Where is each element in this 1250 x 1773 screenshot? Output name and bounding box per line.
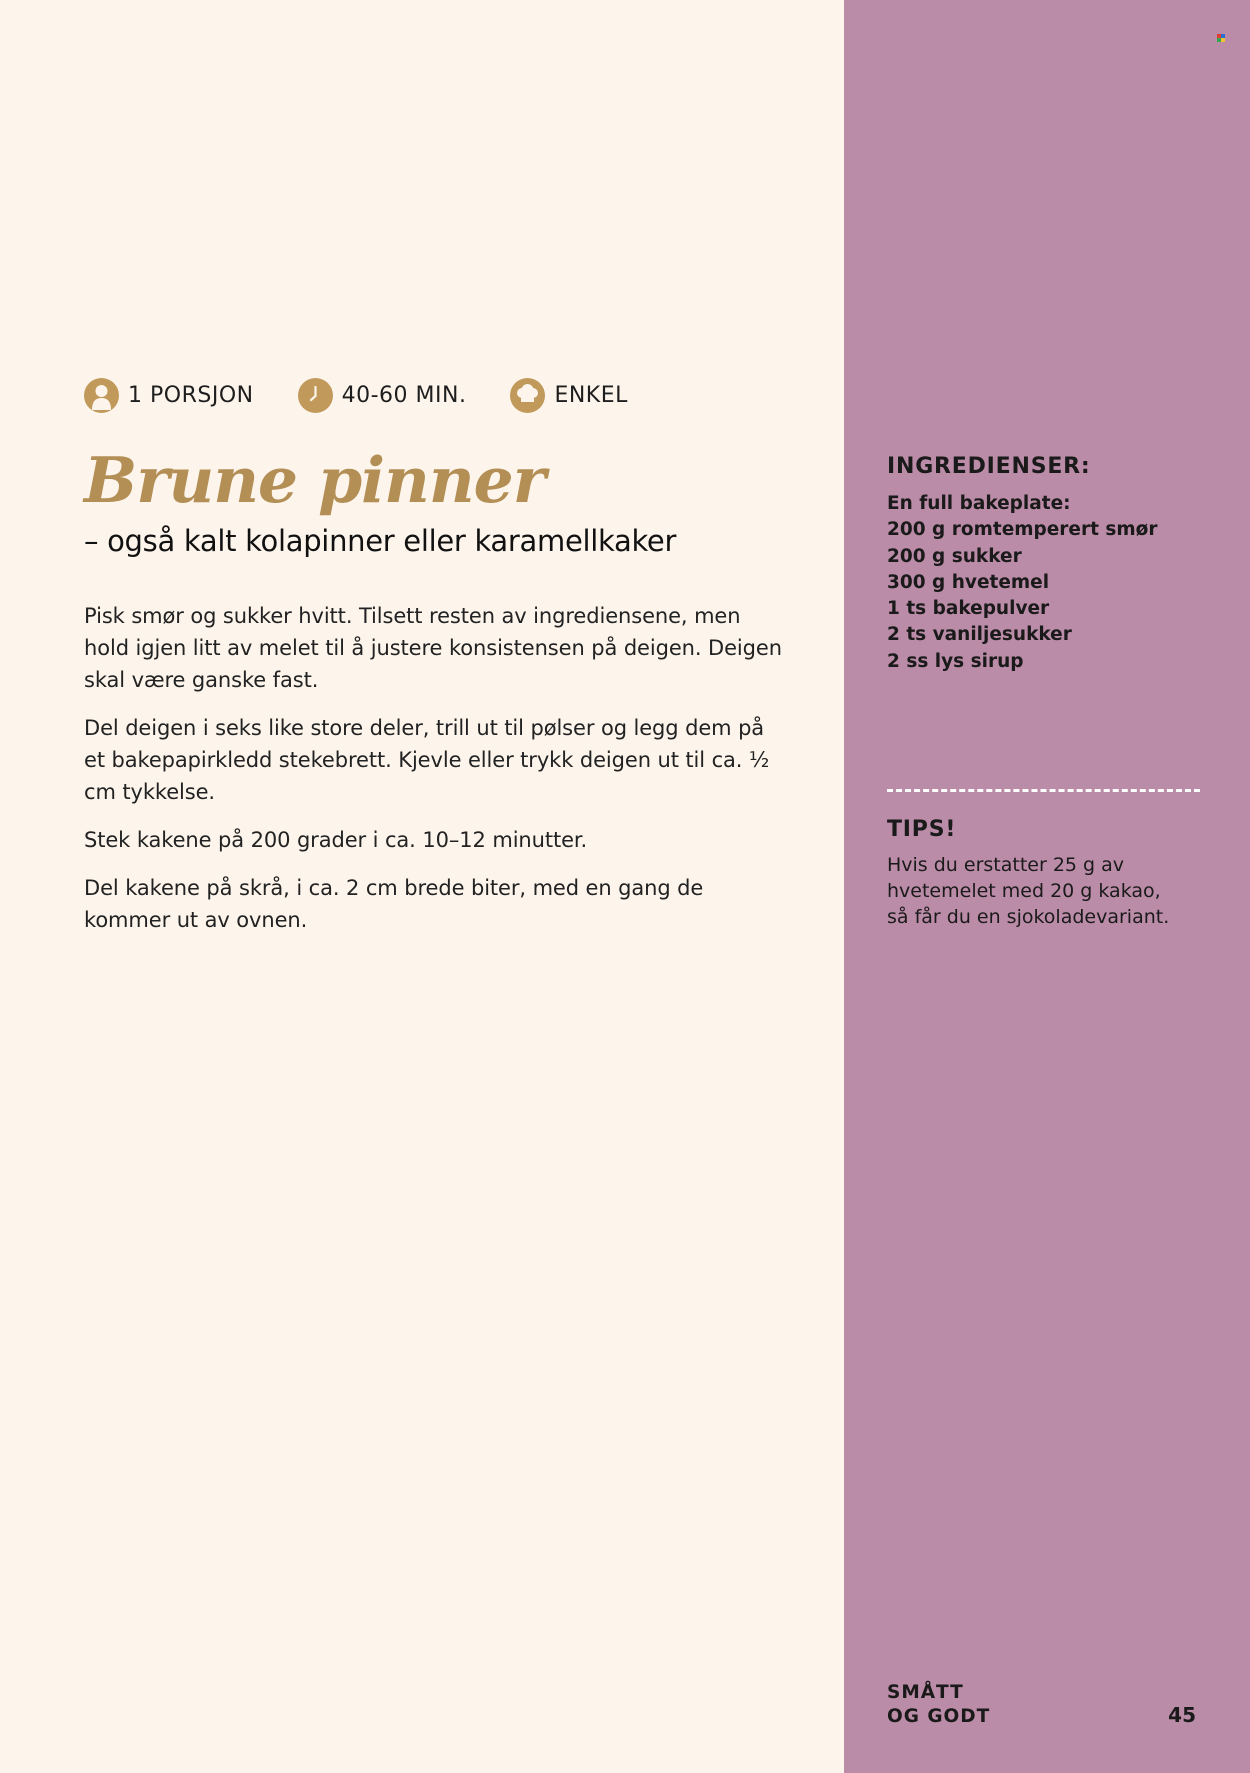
tips-heading: TIPS! [887,817,957,842]
instruction-paragraph: Del kakene på skrå, i ca. 2 cm brede biter, med en gang de kommer ut av ovnen. [84,876,704,932]
ingredient-item: 300 g hvetemel [887,571,1050,593]
chef-hat-icon [510,378,545,413]
page-number: 45 [1168,1703,1196,1727]
ingredient-item: 200 g sukker [887,545,1022,567]
ingredient-item: 1 ts bakepulver [887,598,1050,620]
recipe-instructions [84,600,784,952]
section-name-line: SMÅTT [887,1682,964,1703]
instruction-paragraph: Pisk smør og sukker hvitt. Tilsett resten av ingrediensene, men hold igjen litt av melet til å justere konsistensen på deigen. Deigen skal være ganske fast. [84,604,782,692]
time-label: 40-60 MIN. [341,383,467,408]
dashed-divider [887,789,1200,792]
recipe-title: Brune pinner [84,443,545,517]
instruction-paragraph: Stek kakene på 200 grader i ca. 10–12 minutter. [84,828,588,852]
difficulty-info [510,378,627,413]
clock-icon [298,378,333,413]
ingredient-item: 2 ss lys sirup [887,650,1024,672]
difficulty-label: ENKEL [554,383,628,408]
instruction-paragraph: Del deigen i seks like store deler, trill ut til pølser og legg dem på et bakepapirkledd stekebrett. Kjevle eller trykk deigen ut til ca. ½ cm tykkelse. [84,716,770,804]
ingredients-list [887,491,1158,675]
ingredient-item: 200 g romtemperert smør [887,519,1158,541]
recipe-subtitle: – også kalt kolapinner eller karamellkaker [84,524,677,558]
ingredient-item: En full bakeplate: [887,493,1071,514]
time-info [298,378,467,413]
person-icon [84,378,119,413]
section-name [887,1681,990,1729]
section-name-line: OG GODT [887,1706,991,1727]
servings-label: 1 PORSJON [128,383,254,408]
tips-text: Hvis du erstatter 25 g av hvetemelet med 20 g kakao, så får du en sjokoladevariant. [887,854,1170,928]
ingredient-item: 2 ts vaniljesukker [887,624,1072,646]
print-color-mark [1217,34,1225,42]
servings-info [84,378,254,413]
recipe-meta-bar [84,378,672,413]
ingredients-heading: INGREDIENSER: [887,454,1091,479]
